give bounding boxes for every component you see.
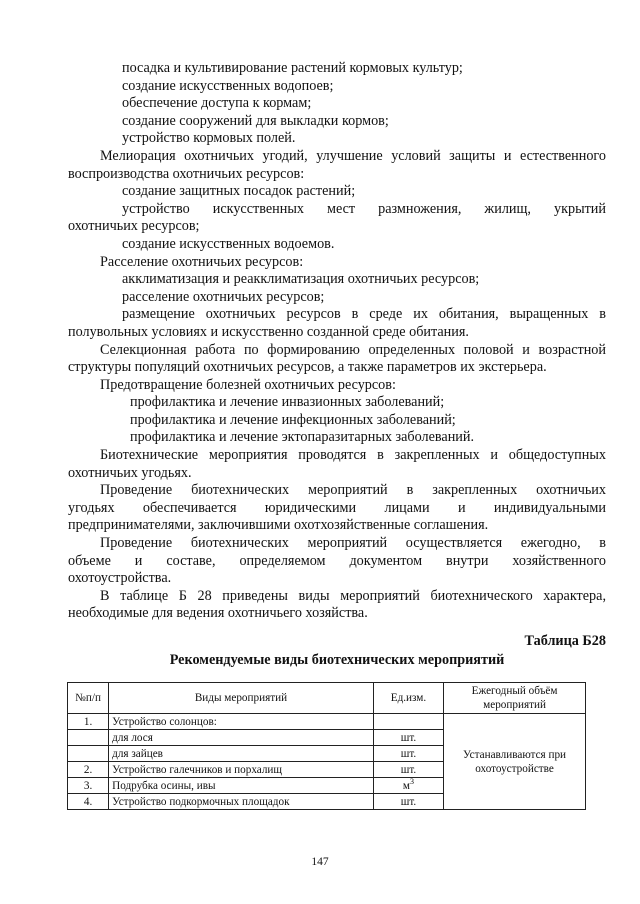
row-kind: для зайцев	[109, 746, 374, 762]
text-line: создание сооружений для выкладки кормов;	[122, 112, 389, 129]
row-kind: Устройство солонцов:	[109, 714, 374, 730]
text-line: В таблице Б 28 приведены виды мероприятий биотехнического характера,	[100, 587, 606, 604]
measures-table	[67, 682, 586, 810]
text-line: угодьях обеспечивается юридическими лицами и индивидуальными	[68, 499, 606, 516]
row-num: 1.	[68, 714, 109, 730]
row-kind: Устройство подкормочных площадок	[109, 794, 374, 810]
text-line: Селекционная работа по формированию определенных половой и возрастной	[100, 341, 606, 358]
yearly-note: Устанавливаются при охотоустройстве	[444, 714, 586, 810]
page-number: 147	[311, 856, 329, 868]
row-kind: Устройство галечников и порхалищ	[109, 762, 374, 778]
row-num	[68, 746, 109, 762]
text-line: создание защитных посадок растений;	[122, 183, 356, 200]
text-line: профилактика и лечение инвазионных заболеваний;	[130, 394, 445, 411]
text-line: создание искусственных водоемов.	[122, 235, 335, 252]
text-line: профилактика и лечение эктопаразитарных заболеваний.	[130, 429, 475, 446]
row-unit: шт.	[373, 746, 443, 762]
text-line: устройство кормовых полей.	[122, 130, 296, 147]
unit-superscript: 3	[410, 776, 415, 786]
row-unit: шт.	[373, 762, 443, 778]
text-line: необходимые для ведения охотничьего хозяйства.	[68, 605, 368, 622]
text-line: расселение охотничьих ресурсов;	[122, 288, 325, 305]
text-line: Мелиорация охотничьих угодий, улучшение условий защиты и естественного	[100, 147, 606, 164]
row-num: 3.	[68, 778, 109, 794]
table-header-row	[68, 683, 586, 714]
text-line: предпринимателями, заключившими охотхозяйственные соглашения.	[68, 517, 489, 534]
row-kind: для лося	[109, 730, 374, 746]
text-line: структуры популяций охотничьих ресурсов, а также параметров их экстерьера.	[68, 359, 547, 376]
row-unit	[373, 778, 443, 794]
row-num	[68, 730, 109, 746]
header-kind: Виды мероприятий	[109, 683, 374, 714]
unit-text: м	[402, 779, 411, 792]
header-unit: Ед.изм.	[373, 683, 443, 714]
table-title: Рекомендуемые виды биотехнических мероприятий	[169, 652, 505, 668]
text-line: посадка и культивирование растений кормовых культур;	[122, 60, 463, 76]
text-line: полувольных условиях и искусственно созданной среде обитания.	[68, 323, 469, 340]
row-unit	[373, 714, 443, 730]
text-line: создание искусственных водопоев;	[122, 77, 334, 94]
text-line: охотничьих ресурсов;	[68, 218, 200, 235]
row-unit: шт.	[373, 730, 443, 746]
text-line: Проведение биотехнических мероприятий в закрепленных охотничьих	[100, 482, 606, 499]
text-line: размещение охотничьих ресурсов в среде их обитания, выращенных в	[122, 306, 606, 323]
text-line: Расселение охотничьих ресурсов:	[100, 253, 304, 270]
text-line: объеме и составе, определяемом документом внутри хозяйственного	[68, 552, 606, 569]
text-line: Проведение биотехнических мероприятий осуществляется ежегодно, в	[100, 535, 606, 552]
row-num: 4.	[68, 794, 109, 810]
text-line: Предотвращение болезней охотничьих ресурсов:	[100, 376, 396, 393]
text-line: профилактика и лечение инфекционных заболеваний;	[130, 411, 456, 428]
body-text	[68, 60, 606, 623]
header-num: №п/п	[68, 683, 109, 714]
table-row	[68, 714, 586, 730]
row-kind: Подрубка осины, ивы	[109, 778, 374, 794]
table-label: Таблица Б28	[524, 633, 606, 649]
text-line: обеспечение доступа к кормам;	[122, 95, 312, 112]
row-unit: шт.	[373, 794, 443, 810]
text-line: устройство искусственных мест размножения, жилищ, укрытий	[122, 200, 606, 217]
text-line: Биотехнические мероприятия проводятся в закрепленных и общедоступных	[100, 447, 606, 464]
text-line: охотоустройства.	[68, 570, 172, 587]
row-num: 2.	[68, 762, 109, 778]
text-line: воспроизводства охотничьих ресурсов:	[68, 165, 305, 182]
text-line: акклиматизация и реакклиматизация охотничьих ресурсов;	[122, 271, 480, 288]
header-yearly: Ежегодный объём мероприятий	[444, 683, 586, 714]
text-line: охотничьих угодьях.	[68, 464, 192, 481]
